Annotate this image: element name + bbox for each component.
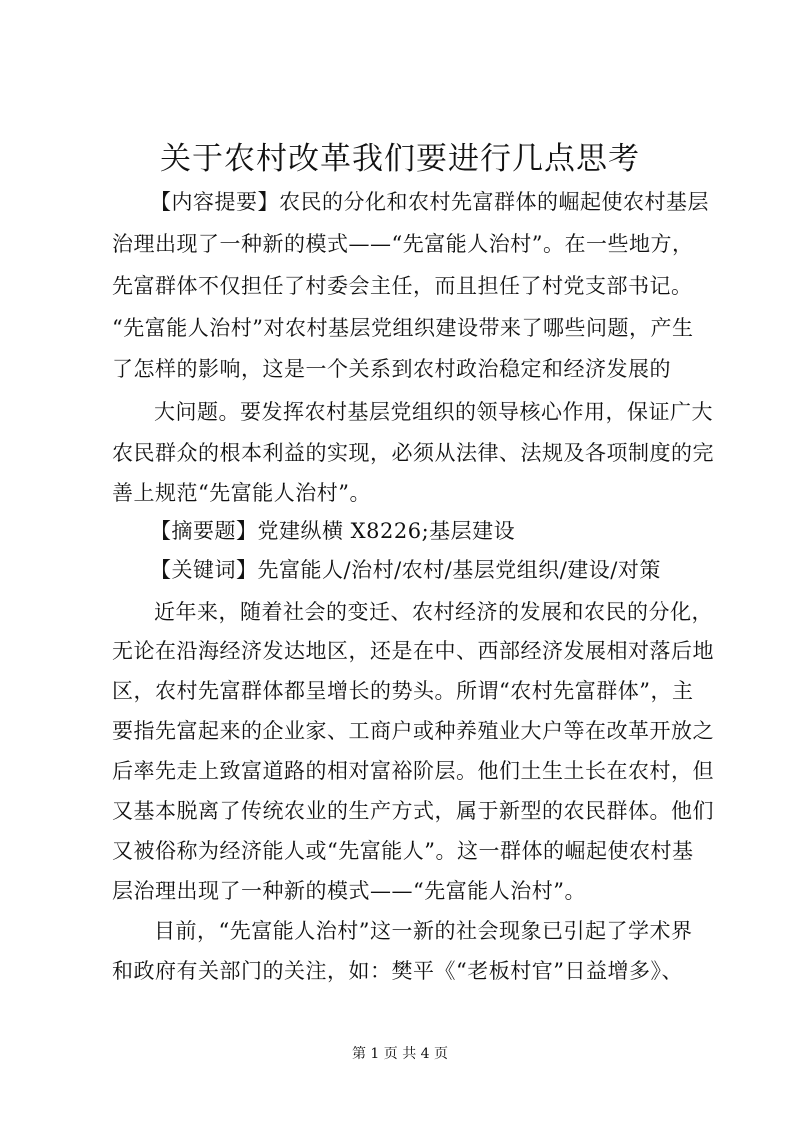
paragraph-line: 目前，“先富能人治村”这一新的社会现象已引起了学术界	[154, 919, 693, 943]
paragraph-line: 又被俗称为经济能人或“先富能人”。这一群体的崛起使农村基	[112, 839, 694, 863]
paragraph-line: 层治理出现了一种新的模式——“先富能人治村”。	[112, 879, 586, 903]
abstract-line: 了怎样的影响，这是一个关系到农村政治稳定和经济发展的	[112, 357, 671, 381]
abstract-line: 先富群体不仅担任了村委会主任，而且担任了村党支部书记。	[112, 274, 693, 298]
paragraph-line: 无论在沿海经济发达地区，还是在中、西部经济发展相对落后地	[112, 639, 714, 663]
abstract-line: 善上规范“先富能人治村”。	[112, 481, 371, 505]
paragraph-line: 后率先走上致富道路的相对富裕阶层。他们土生土长在农村，但	[112, 759, 714, 783]
page-indicator: 第 1 页 共 4 页	[351, 1046, 449, 1062]
paragraph-line: 近年来，随着社会的变迁、农村经济的发展和农民的分化，	[154, 600, 713, 624]
paragraph-line: 又基本脱离了传统农业的生产方式，属于新型的农民群体。他们	[112, 799, 714, 823]
keywords: 【关键词】先富能人/治村/农村/基层党组织/建设/对策	[150, 558, 661, 582]
document-title: 关于农村改革我们要进行几点思考	[160, 141, 640, 177]
abstract-line: 农民群众的根本利益的实现，必须从法律、法规及各项制度的完	[112, 441, 714, 465]
paragraph-line: 要指先富起来的企业家、工商户或种养殖业大户等在改革开放之	[112, 719, 714, 743]
abstract-line: 大问题。要发挥农村基层党组织的领导核心作用，保证广大	[154, 400, 713, 424]
abstract-line: 治理出现了一种新的模式——“先富能人治村”。在一些地方，	[112, 232, 694, 256]
paragraph-line: 和政府有关部门的关注，如：樊平《“老板村官”日益增多》、	[112, 959, 683, 983]
abstract-line: 【内容提要】农民的分化和农村先富群体的崛起使农村基层	[150, 190, 709, 214]
abstract-line: “先富能人治村”对农村基层党组织建设带来了哪些问题，产生	[112, 316, 694, 340]
paragraph-line: 区，农村先富群体都呈增长的势头。所谓“农村先富群体”，主	[112, 679, 694, 703]
summary-topic: 【摘要题】党建纵横 X8226;基层建设	[150, 519, 516, 543]
